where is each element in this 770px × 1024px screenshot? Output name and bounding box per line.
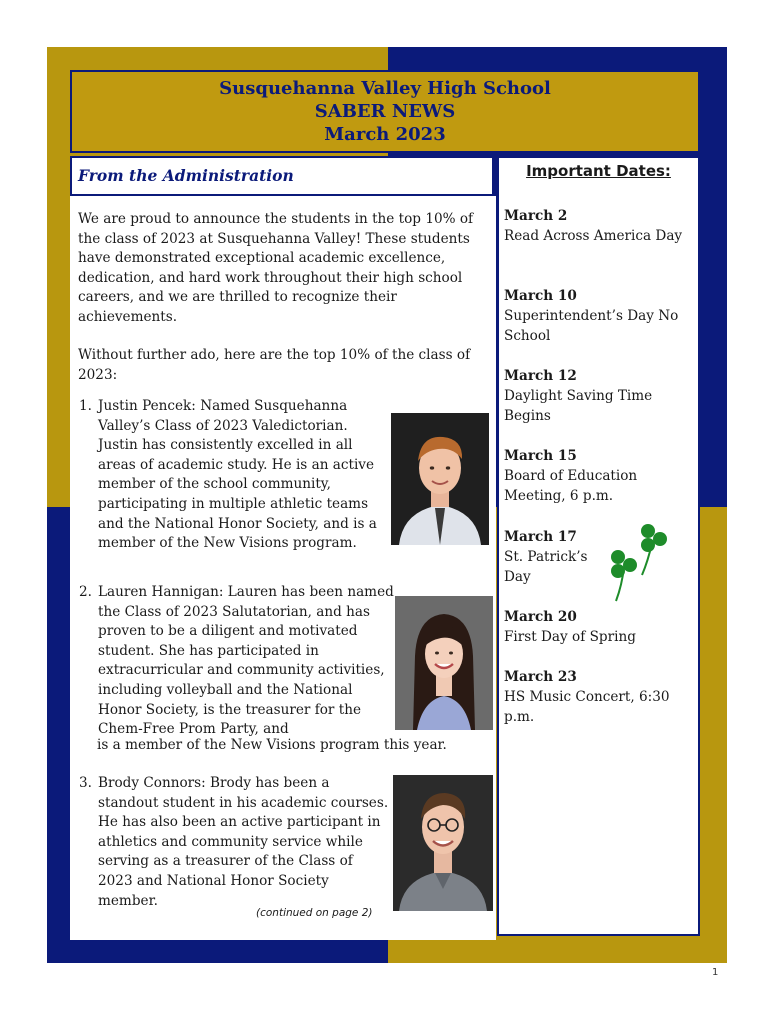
date-label: March 15 bbox=[504, 448, 577, 464]
event-label: St. Patrick’s Day bbox=[504, 549, 588, 585]
date-entry bbox=[504, 286, 694, 346]
issue-date: March 2023 bbox=[324, 124, 446, 145]
date-entry bbox=[504, 607, 694, 647]
intro-paragraph: We are proud to announce the students in the top 10% of the class of 2023 at Susquehanna Valley! These students have demonstrated exceptional academic excellence, dedication, and hard work throughout their high school careers, and we are thrilled to recognize their achievements. bbox=[78, 211, 474, 325]
intro-lead-paragraph: Without further ado, here are the top 10% of the class of 2023: bbox=[78, 347, 471, 383]
list-number: 2. bbox=[79, 584, 92, 600]
date-label: March 23 bbox=[504, 669, 577, 685]
shamrock-icon bbox=[602, 517, 676, 603]
page-number: 1 bbox=[712, 967, 719, 978]
date-entry bbox=[504, 446, 694, 506]
date-label: March 2 bbox=[504, 208, 568, 224]
event-label: HS Music Concert, 6:30 p.m. bbox=[504, 689, 670, 725]
sidebar-title: Important Dates: bbox=[526, 162, 671, 180]
student-description: Lauren Hannigan: Lauren has been named the Class of 2023 Salutatorian, and has proven to be a diligent and motivated student. She has participated in extracurricular and community activities, including volleyball and the National Honor Society, is the treasurer for the Chem-Free Prom Party, and bbox=[98, 584, 394, 738]
section-heading: From the Administration bbox=[70, 156, 494, 196]
newsletter-title: SABER NEWS bbox=[314, 101, 456, 122]
list-number: 1. bbox=[79, 398, 92, 414]
date-entry bbox=[504, 527, 604, 587]
student-description: Justin Pencek: Named Susquehanna Valley’s Class of 2023 Valedictorian. Justin has consistently excelled in all areas of academic study. He is an active member of the school community, participating in multiple athletic teams and the National Honor Society, and is a member of the New Visions program. bbox=[98, 398, 377, 552]
student-photo-lauren bbox=[395, 596, 493, 730]
newsletter-header bbox=[70, 70, 700, 153]
date-label: March 20 bbox=[504, 609, 577, 625]
list-number: 3. bbox=[79, 775, 92, 791]
event-label: Superintendent’s Day No School bbox=[504, 308, 679, 344]
event-label: Board of Education Meeting, 6 p.m. bbox=[504, 468, 638, 504]
continued-note: (continued on page 2) bbox=[256, 907, 373, 919]
date-label: March 10 bbox=[504, 288, 577, 304]
date-entry bbox=[504, 366, 694, 426]
event-label: First Day of Spring bbox=[504, 629, 636, 645]
event-label: Read Across America Day bbox=[504, 228, 683, 244]
date-entry bbox=[504, 667, 694, 727]
student-description: Brody Connors: Brody has been a standout student in his academic courses. He has also been an active participant in athletics and community service while serving as a treasurer of the Class of 2023 and National Honor Society member. bbox=[98, 775, 389, 909]
date-entry bbox=[504, 206, 694, 246]
school-name: Susquehanna Valley High School bbox=[219, 78, 551, 99]
date-label: March 12 bbox=[504, 368, 577, 384]
student-photo-justin bbox=[391, 413, 489, 545]
date-label: March 17 bbox=[504, 529, 577, 545]
student-photo-brody bbox=[393, 775, 493, 911]
event-label: Daylight Saving Time Begins bbox=[504, 388, 653, 424]
student-description-end: is a member of the New Visions program this year. bbox=[97, 737, 447, 753]
